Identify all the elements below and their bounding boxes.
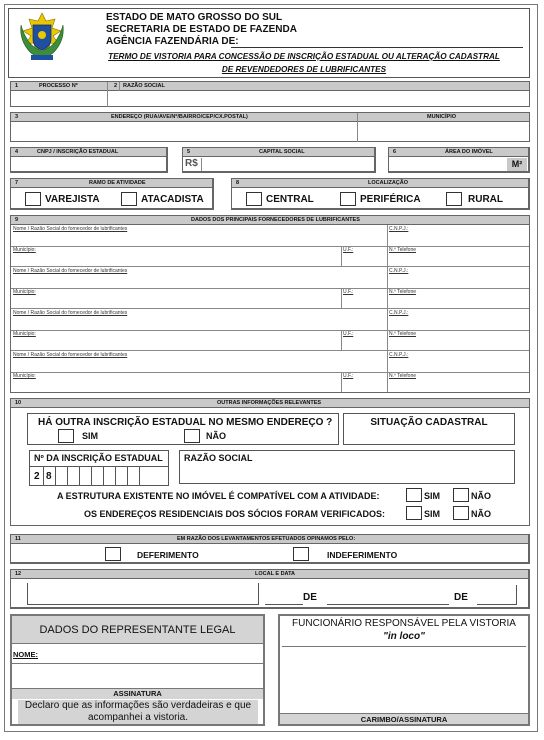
representative-title: DADOS DO REPRESENTANTE LEGAL [12,616,263,644]
rejection-checkbox[interactable] [293,547,309,561]
central-checkbox[interactable] [246,192,262,206]
municipality-field[interactable] [359,123,527,141]
inspector-box [278,614,530,726]
structure-no-checkbox[interactable] [453,488,469,502]
declaration-text: Declaro que as informações são verdadeiras e que acompanhei a vistoria. [18,700,258,724]
structure-no-label: NÃO [471,491,491,501]
other-info-label: OUTRAS INFORMAÇÕES RELEVANTES [217,400,322,406]
cnpj-field[interactable] [13,158,163,171]
supplier-uf-label: U.F.: [343,247,354,253]
supplier-phone-label: N.º Telefone [389,373,417,379]
supplier-name-label: Nome / Razão Social do fornecedor de lubrificantes [13,352,128,358]
year-field[interactable] [477,585,517,605]
supplier-cnpj-label: C.N.P.J.: [389,226,409,232]
section-11-number: 11 [15,536,21,542]
place-date-label: LOCAL E DATA [255,571,296,577]
representative-box [10,614,265,726]
retail-checkbox[interactable] [25,192,41,206]
area-unit: M² [507,158,527,171]
form-title-1: TERMO DE VISTORIA PARA CONCESSÃO DE INSCRIÇÃO ESTADUAL OU ALTERAÇÃO CADASTRAL [108,52,500,61]
section-6-number: 6 [393,149,397,155]
signature-label: ASSINATURA [12,689,263,699]
state-coat-of-arms [17,11,67,63]
section-3-number: 3 [15,114,19,120]
company-name-label: RAZÃO SOCIAL [123,83,165,89]
section-10-number: 10 [15,400,22,406]
address-field[interactable] [13,123,355,141]
supplier-uf-label: U.F.: [343,373,354,379]
ie-number-box [29,450,169,486]
section-7-number: 7 [15,180,19,186]
other-ie-yes-label: SIM [82,431,99,441]
section-area [388,147,530,173]
registration-status-box[interactable] [343,413,515,445]
peripheral-checkbox[interactable] [340,192,356,206]
supplier-name-label: Nome / Razão Social do fornecedor de lubrificantes [13,310,128,316]
supplier-phone-label: N.º Telefone [389,247,417,253]
supplier-municipality-label: Município: [13,373,36,379]
supplier-cnpj-label: C.N.P.J.: [389,268,409,274]
ie-digit-2: 8 [46,471,52,482]
supplier-2-block [11,267,529,309]
section-5-number: 5 [187,149,191,155]
supplier-4-block [11,351,529,392]
other-ie-box [27,413,339,445]
section-other-info [10,398,530,526]
supplier-uf-label: U.F.: [343,331,354,337]
section-capital [182,147,376,173]
header-secretariat: SECRETARIA DE ESTADO DE FAZENDA [106,24,297,35]
supplier-3-block [11,309,529,351]
other-ie-no-checkbox[interactable] [184,429,200,443]
area-label: ÁREA DO IMÓVEL [445,149,493,155]
currency-symbol: R$ [185,158,198,169]
supplier-cnpj-label: C.N.P.J.: [389,352,409,358]
addresses-question: OS ENDEREÇOS RESIDENCIAIS DOS SÓCIOS FORAM VERIFICADOS: [84,509,386,519]
supplier-phone-label: N.º Telefone [389,331,417,337]
rejection-label: INDEFERIMENTO [327,550,398,560]
header-agency: AGÊNCIA FAZENDÁRIA DE: [106,36,239,47]
rural-checkbox[interactable] [446,192,462,206]
structure-yes-label: SIM [424,491,441,501]
area-field[interactable] [391,158,507,171]
ie-number-field[interactable] [56,467,168,485]
cnpj-label: CNPJ / INSCRIÇÃO ESTADUAL [37,149,119,155]
other-company-box[interactable] [179,450,515,484]
structure-yes-checkbox[interactable] [406,488,422,502]
section-2-number: 2 [114,83,118,89]
representative-signature-field[interactable] [14,665,261,687]
capital-field[interactable] [201,158,371,171]
central-label: CENTRAL [266,194,314,205]
name-label: NOME: [13,650,38,659]
registration-status-label: SITUAÇÃO CADASTRAL [370,417,488,428]
section-cnpj [10,147,168,173]
structure-question: A ESTRUTURA EXISTENTE NO IMÓVEL É COMPATÍVEL COM A ATIVIDADE: [57,491,380,501]
approval-label: DEFERIMENTO [137,550,199,560]
form-title-2: DE REVENDEDORES DE LUBRIFICANTES [221,65,387,74]
representative-name-field[interactable] [42,646,262,662]
activity-label: RAMO DE ATIVIDADE [89,180,146,186]
section-4-number: 4 [15,149,19,155]
other-company-label: RAZÃO SOCIAL [184,453,253,463]
addresses-yes-label: SIM [424,509,441,519]
other-ie-no-label: NÃO [206,431,226,441]
section-process [10,81,530,107]
section-address [10,112,530,142]
day-field[interactable] [265,600,303,605]
supplier-name-label: Nome / Razão Social do fornecedor de lubrificantes [13,226,128,232]
supplier-municipality-label: Município: [13,289,36,295]
municipality-label: MUNICÍPIO [427,114,457,120]
date-de-2: DE [454,592,468,603]
supplier-1-block [11,225,529,267]
retail-label: VAREJISTA [45,194,100,205]
suppliers-label: DADOS DOS PRINCIPAIS FORNECEDORES DE LUBRIFICANTES [191,217,360,223]
supplier-name-label: Nome / Razão Social do fornecedor de lubrificantes [13,268,128,274]
location-label: LOCALIZAÇÃO [368,180,409,186]
wholesale-label: ATACADISTA [141,194,204,205]
section-1-number: 1 [15,83,19,89]
ie-number-label: Nº DA INSCRIÇÃO ESTADUAL [34,453,163,463]
agency-line [231,47,523,48]
inspector-title: FUNCIONÁRIO RESPONSÁVEL PELA VISTORIA [292,618,516,629]
supplier-municipality-label: Município: [13,247,36,253]
section-place-date [10,569,530,609]
process-label: PROCESSO Nº [39,83,78,89]
inspector-stamp-field[interactable] [282,646,526,712]
opinion-label: EM RAZÃO DOS LEVANTAMENTOS EFETUADOS OPINAMOS PELO: [177,536,356,542]
other-ie-question: HÁ OUTRA INSCRIÇÃO ESTADUAL NO MESMO ENDEREÇO ? [38,417,333,428]
section-location [231,178,530,210]
wholesale-checkbox[interactable] [121,192,137,206]
approval-checkbox[interactable] [105,547,121,561]
company-name-field[interactable] [109,92,527,106]
section-activity [10,178,214,210]
header-state: ESTADO DE MATO GROSSO DO SUL [106,12,283,23]
capital-label: CAPITAL SOCIAL [259,149,305,155]
addresses-no-checkbox[interactable] [453,506,469,520]
inspector-subtitle: "in loco" [383,631,425,642]
peripheral-label: PERIFÉRICA [360,194,421,205]
section-12-number: 12 [15,571,22,577]
supplier-phone-label: N.º Telefone [389,289,417,295]
section-suppliers [10,215,530,393]
supplier-uf-label: U.F.: [343,289,354,295]
address-label: ENDEREÇO (RUA/AVE/Nº/BAIRRO/CEP/CX.POSTAL) [111,114,248,120]
stamp-signature-label: CARIMBO/ASSINATURA [280,713,528,724]
other-ie-yes-checkbox[interactable] [58,429,74,443]
month-field[interactable] [327,600,449,605]
place-field[interactable] [27,583,259,605]
section-opinion [10,534,530,564]
supplier-municipality-label: Município: [13,331,36,337]
section-8-number: 8 [236,180,240,186]
date-de-1: DE [303,592,317,603]
supplier-cnpj-label: C.N.P.J.: [389,310,409,316]
process-number-field[interactable] [13,92,105,106]
addresses-yes-checkbox[interactable] [406,506,422,520]
addresses-no-label: NÃO [471,509,491,519]
header-box [8,8,530,78]
rural-label: RURAL [468,194,503,205]
section-9-number: 9 [15,217,19,223]
ie-digit-1: 2 [34,471,40,482]
